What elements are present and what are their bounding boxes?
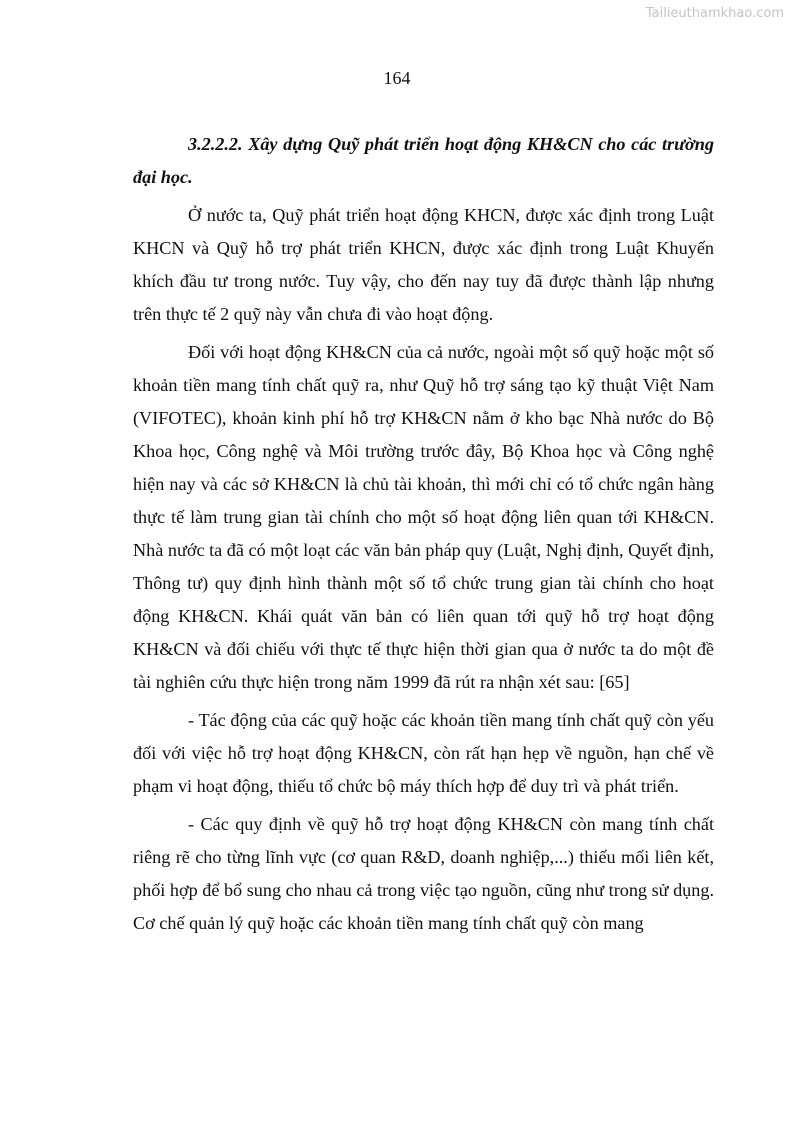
section-heading: 3.2.2.2. Xây dựng Quỹ phát triển hoạt động KH&CN cho các trường đại học. bbox=[133, 134, 714, 187]
paragraph: Ở nước ta, Quỹ phát triển hoạt động KHCN, được xác định trong Luật KHCN và Quỹ hỗ trợ phát triển KHCN, được xác định trong Luật Khuyến khích đầu tư trong nước. Tuy vậy, cho đến nay tuy đã được thành lập nhưng trên thực tế 2 quỹ này vẫn chưa đi vào hoạt động. bbox=[133, 205, 714, 324]
paragraph: Đối với hoạt động KH&CN của cả nước, ngoài một số quỹ hoặc một số khoản tiền mang tính chất quỹ ra, như Quỹ hỗ trợ sáng tạo kỹ thuật Việt Nam (VIFOTEC), khoản kinh phí hỗ trợ KH&CN nằm ở kho bạc Nhà nước do Bộ Khoa học, Công nghệ và Môi trường trước đây, Bộ Khoa học và Công nghệ hiện nay và các sở KH&CN là chủ tài khoản, thì mới chỉ có tổ chức ngân hàng thực tế làm trung gian tài chính cho một số hoạt động liên quan tới KH&CN. Nhà nước ta đã có một loạt các văn bản pháp quy (Luật, Nghị định, Quyết định, Thông tư) quy định hình thành một số tổ chức trung gian tài chính cho hoạt động KH&CN. Khái quát văn bản có liên quan tới quỹ hỗ trợ hoạt động KH&CN và đối chiếu với thực tế thực hiện thời gian qua ở nước ta do một đề tài nghiên cứu thực hiện trong năm 1999 đã rút ra nhận xét sau: [65] bbox=[133, 342, 714, 692]
page-number: 164 bbox=[383, 68, 411, 88]
paragraph: - Tác động của các quỹ hoặc các khoản tiền mang tính chất quỹ còn yếu đối với việc hỗ trợ hoạt động KH&CN, còn rất hạn hẹp về nguồn, hạn chế về phạm vi hoạt động, thiếu tổ chức bộ máy thích hợp để duy trì và phát triển. bbox=[133, 710, 714, 796]
document-body bbox=[133, 128, 714, 945]
watermark: Tailieuthamkhao.com bbox=[645, 6, 784, 21]
paragraph: - Các quy định về quỹ hỗ trợ hoạt động KH&CN còn mang tính chất riêng rẽ cho từng lĩnh vực (cơ quan R&D, doanh nghiệp,...) thiếu mối liên kết, phối hợp để bổ sung cho nhau cả trong việc tạo nguồn, cũng như trong sử dụng. Cơ chế quản lý quỹ hoặc các khoản tiền mang tính chất quỹ còn mang bbox=[133, 814, 714, 933]
